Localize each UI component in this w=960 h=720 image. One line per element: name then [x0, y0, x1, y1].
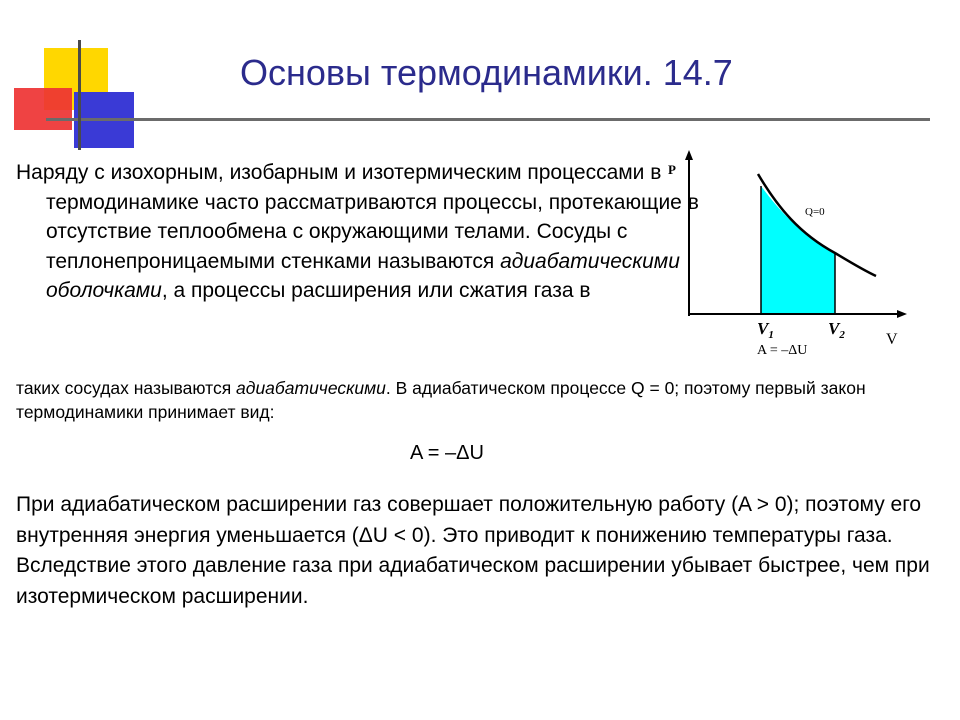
- para1-text-1: таких сосудах называются: [16, 378, 237, 398]
- curve-label: Q=0: [805, 206, 825, 218]
- work-formula-label: A = –ΔU: [757, 343, 808, 358]
- decor-red-square: [14, 88, 72, 130]
- v1-label: [757, 319, 774, 341]
- intro-paragraph: [16, 158, 706, 306]
- paragraph-adiabatic-expansion: При адиабатическом расширении газ совершает положительную работу (A > 0); поэтому его внутренняя энергия уменьшается (ΔU < 0). Это приводит к понижению температуры газа. Вследствие этого давление газа при адиабатическом расширении убывает быстрее, чем при изотермическом расширении.: [16, 493, 930, 608]
- decor-vertical-line: [78, 40, 81, 150]
- intro-text-1: Наряду с изохорным, изобарным и изотермическим процессами в термодинамике часто рассматриваются процессы, протекающие в отсутствие теплообмена с окружающими телами. Сосуды с теплонепроницаемыми стенками называются: [16, 161, 699, 273]
- v2-subscript: 2: [839, 329, 845, 341]
- v1-subscript: 1: [768, 329, 774, 341]
- v1-letter: V: [757, 319, 769, 338]
- y-axis-label: P: [668, 162, 676, 177]
- title-underline: [46, 118, 930, 121]
- slide-title: Основы термодинамики. 14.7: [240, 52, 733, 93]
- intro-text-2: , а процессы расширения или сжатия газа в: [161, 279, 591, 302]
- x-axis-arrow: [897, 310, 907, 318]
- paragraph-adiabatic-process: [16, 376, 946, 424]
- intro-term-adiabatic-shells: адиабатическими оболочками: [46, 249, 680, 302]
- x-axis-label: V: [886, 331, 898, 348]
- y-axis-arrow: [685, 150, 693, 160]
- pv-diagram: [660, 148, 910, 363]
- v2-label: [828, 319, 845, 341]
- first-law-formula: A = –ΔU: [410, 442, 484, 464]
- para1-term-adiabatic: адиабатическими: [236, 378, 386, 398]
- v2-letter: V: [828, 319, 840, 338]
- para1-text-2: . В адиабатическом процессе Q = 0; поэтому первый закон термодинамики принимает вид:: [16, 378, 866, 422]
